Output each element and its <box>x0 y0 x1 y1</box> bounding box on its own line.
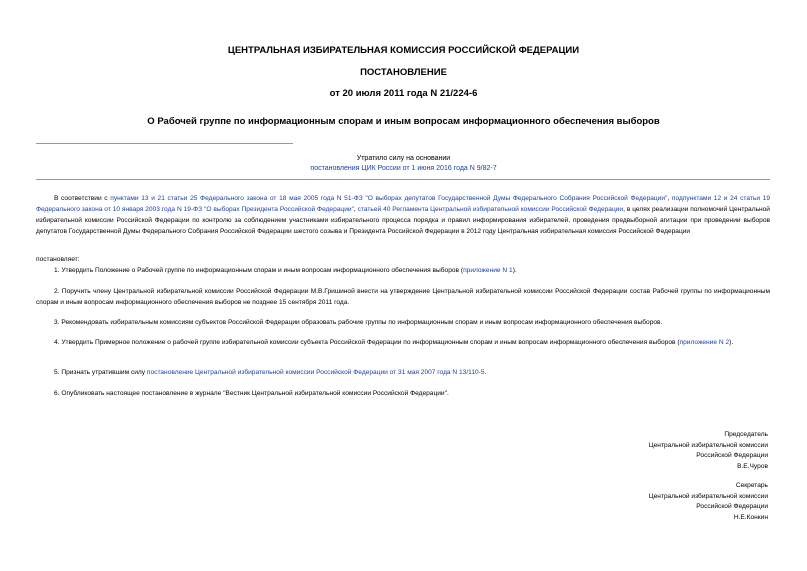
organization-heading: ЦЕНТРАЛЬНАЯ ИЗБИРАТЕЛЬНАЯ КОМИССИЯ РОССИЙСКОЙ ФЕДЕРАЦИИ <box>227 45 580 56</box>
chairman-org-line-1: Центральной избирательной комиссии <box>648 441 768 449</box>
intro-text-4: , в целях реализации полномочий Центральной избирательной комиссии Российской Федерации по контролю за соблюдением участниками избирательного процесса порядка и правил информирования избирателей, проведения предвыборной агитации при проведении выборов депутатов Государственной Думы Федерального Собрания Российской Федерации шестого созыва и Президента Российской Федерации в 2012 году Центральная избирательная комиссия Российской Федерации <box>36 206 770 235</box>
secretary-role: Секретарь <box>735 482 768 489</box>
secretary-signature-block <box>649 481 768 523</box>
point-5-text: 5. Признать утратившим силу <box>54 369 147 376</box>
intro-text-2: , <box>667 195 672 202</box>
point-1-text: 1. Утвердить Положение о Рабочей группе по информационным спорам и иным вопросам информационного обеспечения выборов ( <box>54 267 464 274</box>
secretary-name: Н.Е.Конкин <box>733 513 768 521</box>
chairman-name: В.Е.Чуров <box>737 462 768 470</box>
repealed-decree-link[interactable]: постановление Центральной избирательной комиссии Российской Федерации от 31 мая 2007 года N 13/110-5 <box>146 369 485 376</box>
document-date-number: от 20 июля 2011 года N 21/224-6 <box>329 88 478 99</box>
point-5-end: . <box>484 369 487 376</box>
point-6: 6. Опубликовать настоящее постановление в журнале "Вестник Центральной избирательной комиссии Российской Федерации". <box>54 390 449 397</box>
appendix-2-link[interactable]: приложение N 2 <box>679 339 730 346</box>
lost-force-label: Утратило силу на основании <box>356 155 451 162</box>
document-type-heading: ПОСТАНОВЛЕНИЕ <box>360 67 447 78</box>
secretary-org-line-2: Российской Федерации <box>696 503 768 510</box>
intro-text-3: , <box>353 206 358 213</box>
chairman-role: Председатель <box>724 431 768 438</box>
chairman-org-line-2: Российской Федерации <box>696 452 768 459</box>
point-1 <box>36 265 770 276</box>
decree-word: постановляет: <box>36 256 80 263</box>
point-4-text: 4. Утвердить Примерное положение о рабочей группе избирательной комиссии субъекта Российской Федерации по информационным спорам и иным вопросам информационного обеспечения выборов ( <box>54 339 680 346</box>
intro-paragraph <box>36 193 770 237</box>
appendix-1-link[interactable]: приложение N 1 <box>463 267 513 274</box>
separator-short <box>36 143 293 144</box>
point-2: 2. Поручить члену Центральной избирательной комиссии Российской Федерации М.В.Гришиной внести на утверждение Центральной избирательной комиссии Российской Федерации состав Рабочей группы по информационным спорам и иным вопросам информационного обеспечения выборов не позднее 15 сентября 2011 года. <box>36 288 770 306</box>
point-4 <box>36 337 770 348</box>
chairman-signature-block <box>649 430 768 472</box>
document-title: О Рабочей группе по информационным спорам и иным вопросам информационного обеспечения выборов <box>147 116 660 127</box>
secretary-org-line-1: Центральной избирательной комиссии <box>648 492 768 500</box>
point-5 <box>36 367 770 378</box>
lost-force-link[interactable]: постановления ЦИК России от 1 июня 2016 года N 9/82-7 <box>310 165 497 172</box>
intro-text-1: В соответствии с <box>54 195 111 202</box>
law-19-fz-link[interactable]: подпунктами 12 и 24 статьи 19 Федерального закона от 10 января 2003 года N 19-ФЗ "О выборах Президента Российской Федерации" <box>36 195 770 213</box>
point-1-end: ). <box>512 267 517 274</box>
law-51-fz-link[interactable]: пунктами 13 и 21 статьи 25 Федерального закона от 18 мая 2005 года N 51-ФЗ "О выборах депутатов Государственной Думы Федерального Собрания Российской Федерации" <box>110 195 668 202</box>
separator-long <box>36 179 770 180</box>
point-3: 3. Рекомендовать избирательным комиссиям субъектов Российской Федерации образовать рабочие группы по информационным спорам и иным вопросам информационного обеспечения выборов. <box>54 319 663 326</box>
point-4-end: ). <box>729 339 734 346</box>
reglament-link[interactable]: статьей 40 Регламента Центральной избирательной комиссии Российской Федерации <box>357 206 624 213</box>
